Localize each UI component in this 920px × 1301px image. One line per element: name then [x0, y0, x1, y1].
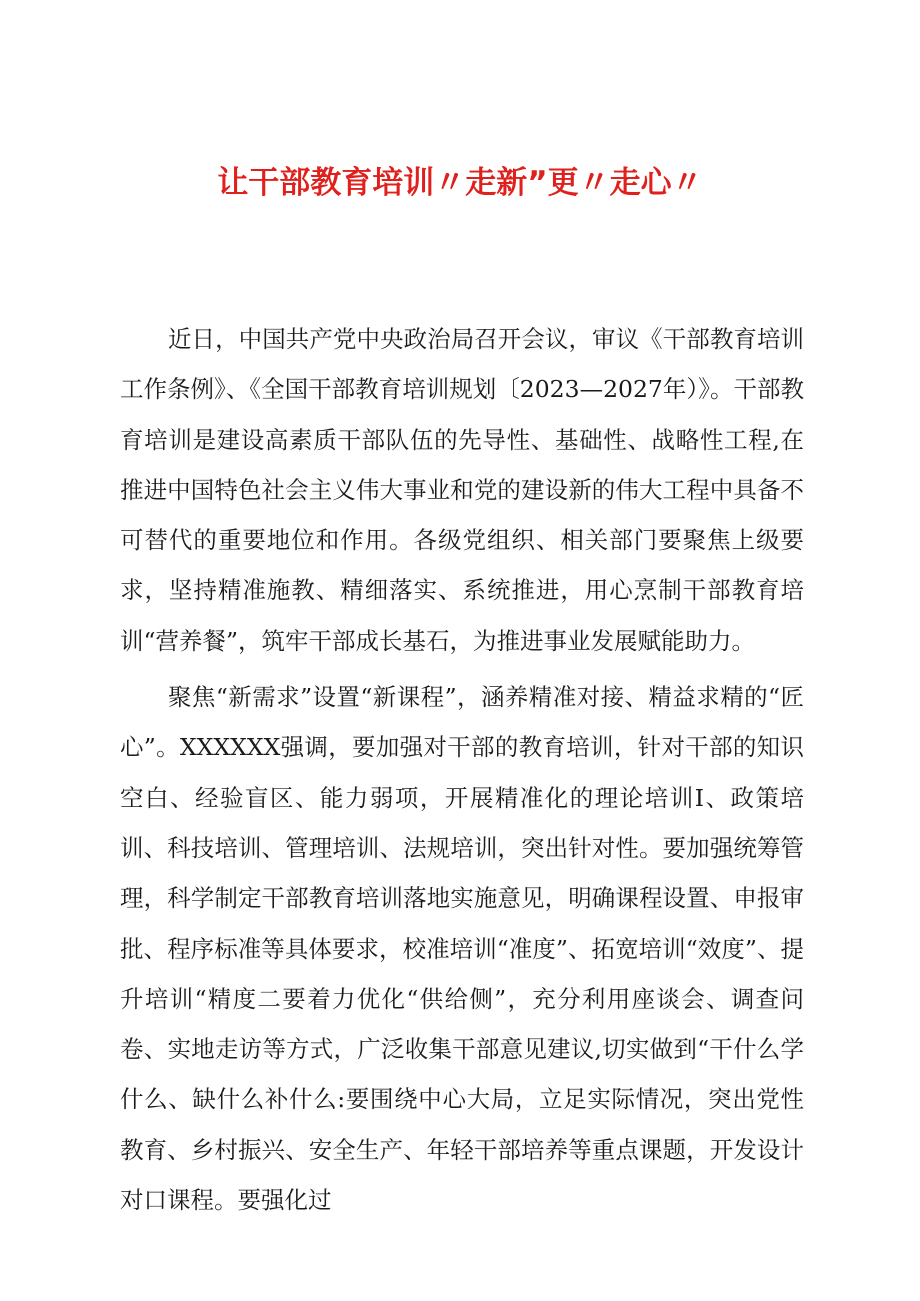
paragraph-1: 近日，中国共产党中央政治局召开会议，审议《干部教育培训工作条例》、《全国干部教育培训规划〔2023—2027年）》。干部教育培训是建设高素质干部队伍的先导性、基础性、战略性工程,在推进中国特色社会主义伟大事业和党的建设新的伟大工程中具备不可替代的重要地位和作用。各级党组织、相关部门要聚焦上级要求，坚持精准施教、精细落实、系统推进，用心烹制干部教育培训“营养餐”，筑牢干部成长基石，为推进事业发展赋能助力。 — [120, 325, 804, 655]
document-title: 让干部教育培训〃走新”更〃走心〃 — [217, 165, 703, 201]
paragraph-2: 聚焦“新需求”设置“新课程”，涵养精准对接、精益求精的“匠心”。XXXXXX强调，要加强对干部的教育培训，针对干部的知识空白、经验盲区、能力弱项，开展精准化的理论培训I、政策培训、科技培训、管理培训、法规培训，突出针对性。要加强统筹管理，科学制定干部教育培训落地实施意见，明确课程设置、申报审批、程序标准等具体要求，校准培训“准度”、拓宽培训“效度”、提升培训“精度二要着力优化“供给侧”，充分利用座谈会、调查问卷、实地走访等方式，广泛收集干部意见建议,切实做到“干什么学什么、缺什么补什么:要围绕中心大局，立足实际情况，突出党性教育、乡村振兴、安全生产、年轻干部培养等重点课题，开发设计对口课程。要强化过 — [120, 683, 804, 1215]
document-body — [120, 314, 804, 1231]
